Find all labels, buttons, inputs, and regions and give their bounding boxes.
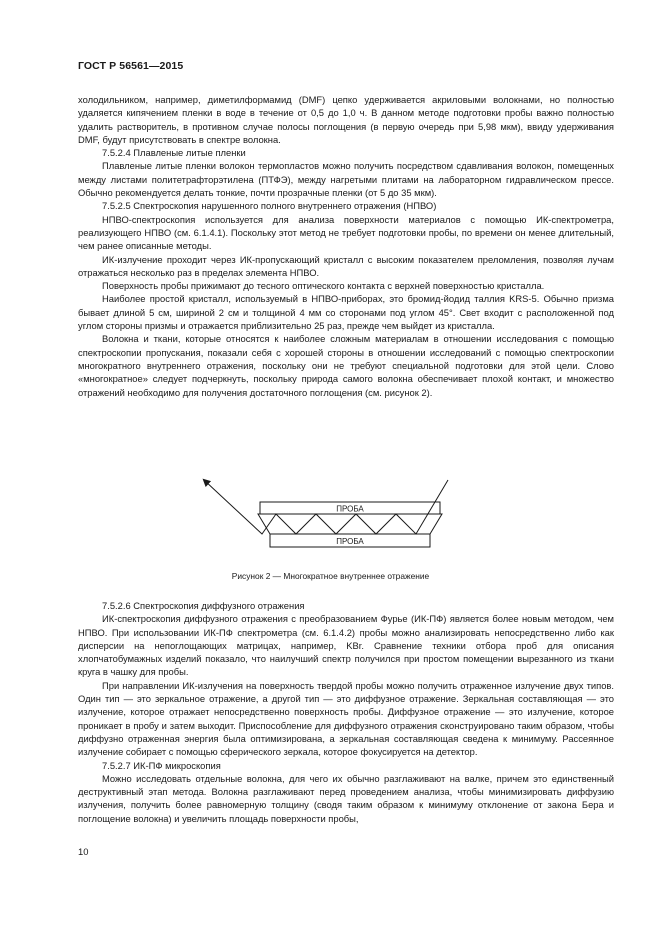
section-heading: 7.5.2.5 Спектроскопия нарушенного полного внутреннего отражения (НПВО) <box>102 200 437 212</box>
paragraph: Плавленые литые пленки волокон термопластов можно получить посредством сдавливания волокон, помещенных между листами политетрафторэтилена (ПТФЭ), между нагретыми плитами на лабораторном гидравлическом прессе. Обычно рекомендуется делать тонкие, почти прозрачные пленки (от 5 до 35 мкм). <box>78 160 614 199</box>
atr-reflection-diagram <box>190 474 480 554</box>
text-block-bottom <box>78 599 614 825</box>
paragraph: холодильником, например, диметилформамид (DMF) цепко удерживается акриловыми волокнами, но полностью удаляется кипячением пленки в воде в течение от 0,5 до 1,0 ч. В данном методе подготовки пробы важно полностью удалить растворитель, в противном случае полосы поглощения (в первую очередь при 5,98 мкм), ввиду удерживания DMF, будут присутствовать в спектре волокна. <box>78 94 614 145</box>
section-heading: 7.5.2.4 Плавленые литые пленки <box>102 147 246 159</box>
reflected-beam-path <box>204 480 448 534</box>
paragraph: ИК-излучение проходит через ИК-пропускающий кристалл с высоким показателем преломления, позволяя лучам отражаться несколько раз в пределах элемента НПВО. <box>78 253 614 278</box>
paragraph: Можно исследовать отдельные волокна, для чего их обычно разглаживают на валке, причем это единственный деструктивный этап метода. Волокна разглаживают перед проведением анализа, чтобы минимизировать диффузию излучения, получить более равномерную толщину (сводя таким образом к минимуму отклонение от закона Бера и поглощение волокна) и увеличить площадь поверхности пробы, <box>78 772 614 824</box>
section-heading: 7.5.2.7 ИК-ПФ микроскопия <box>102 759 221 771</box>
sample-top-label: ПРОБА <box>336 504 364 514</box>
paragraph: Поверхность пробы прижимают до тесного оптического контакта с верхней поверхностью кристалла. <box>102 280 545 292</box>
document-header: ГОСТ Р 56561—2015 <box>78 60 184 72</box>
section-heading: 7.5.2.6 Спектроскопия диффузного отражения <box>102 600 305 611</box>
page-number: 10 <box>78 846 89 857</box>
paragraph: Волокна и ткани, которые относятся к наиболее сложным материалам в отношении исследования с помощью спектроскопии пропускания, показали себя с хорошей стороны в отношении исследований с помощью спектроскопии многократного внутреннего отражения, поскольку они не требуют специальной подготовки для этой цели. Слово «многократное» следует подчеркнуть, поскольку природа самого волокна обеспечивает плохой контакт, и множество отражений необходимо для получения достаточного поглощения (см. рисунок 2). <box>78 333 614 398</box>
figure-caption: Рисунок 2 — Многократное внутреннее отражение <box>231 571 430 581</box>
paragraph: При направлении ИК-излучения на поверхность твердой пробы можно получить отраженное излучение двух типов. Один тип — это зеркальное отражение, а другой тип — это диффузное отражение. Зеркальная составляющая — это излучение, которое отражает непосредственно поверхность пробы. Диффузное отражение — это излучение, которое проникает в пробу и затем выходит. Приспособление для диффузного отражения сконструировано таким образом, чтобы диффузно отраженная энергия была оптимизирована, а зеркальная составляющая сведена к минимуму. Рассеянное излучение собирает с помощью сферического зеркала, которое фокусируется на детектор. <box>78 679 614 758</box>
paragraph: Наиболее простой кристалл, используемый в НПВО-приборах, это бромид-йодид таллия KRS-5. Обычно призма бывает длиной 5 см, шириной 2 см и толщиной 4 мм со сторонами под углом 45°. Свет входит с расположенной под углом стороны призмы и отражается приблизительно 25 раз, прежде чем выйдет из кристалла. <box>78 293 614 332</box>
paragraph: НПВО-спектроскопия используется для анализа поверхности материалов с помощью ИК-спектрометра, реализующего НПВО (см. 6.1.4.1). Поскольку этот метод не требует подготовки пробы, по времени он менее длительный, чем ранее описанные методы. <box>78 213 614 252</box>
paragraph: ИК-спектроскопия диффузного отражения с преобразованием Фурье (ИК-ПФ) является более новым методом, чем НПВО. При использовании ИК-ПФ спектрометра (см. 6.1.4.2) пробы можно анализировать непосредственно либо как дисперсии на непоглощающих матрицах, например, KBr. Сравнение техники отбора проб для описания хлопчатобумажных изделий показало, что наилучший спектр получился при простом помещении вырезанного из ткани круга в чашку для пробы. <box>78 613 614 678</box>
sample-bottom-label: ПРОБА <box>336 537 364 546</box>
text-block-top <box>78 93 614 399</box>
